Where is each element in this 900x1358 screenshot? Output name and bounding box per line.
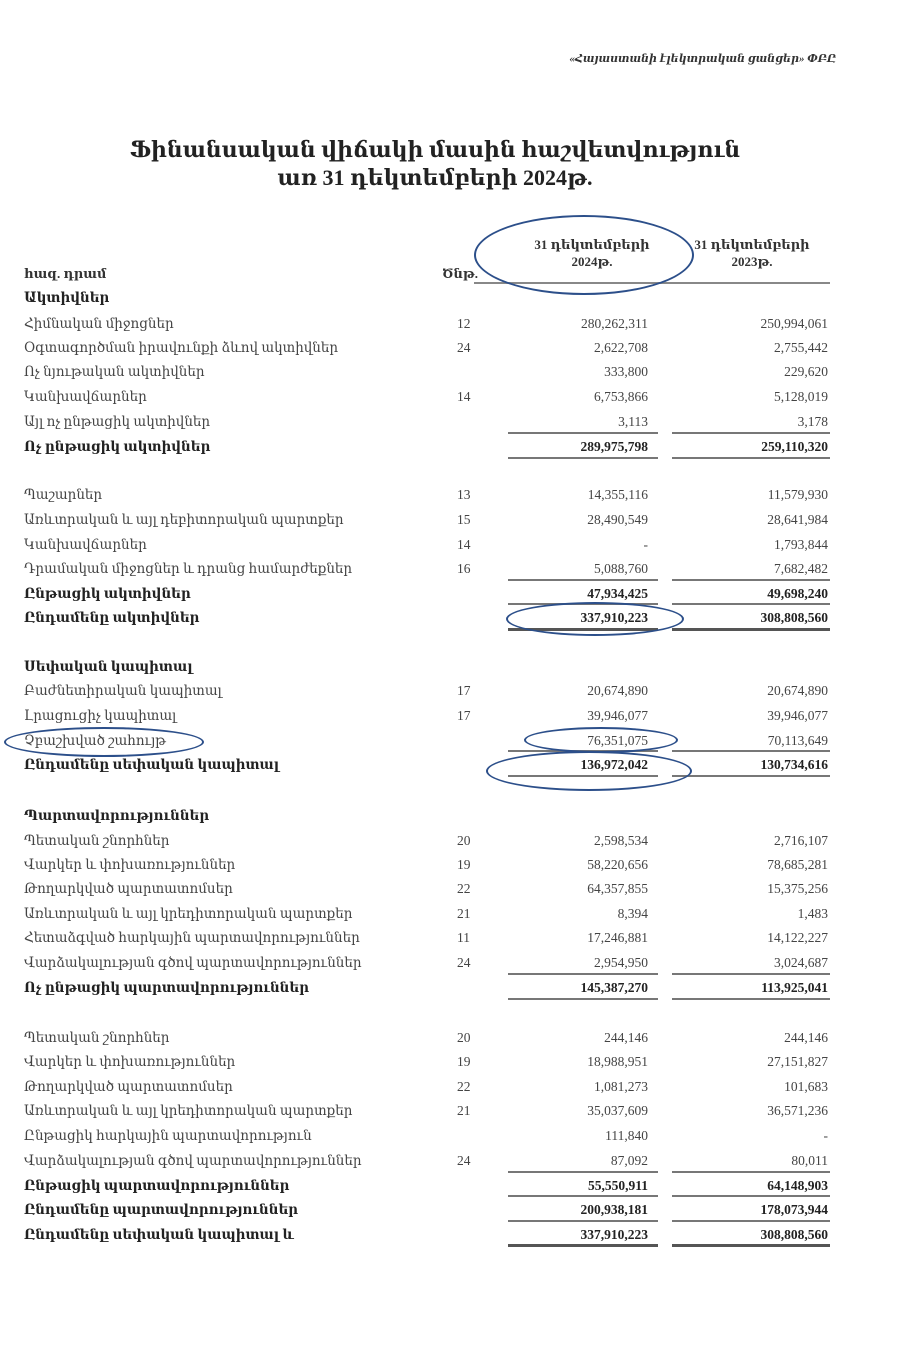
table-row: [24, 508, 834, 532]
value-2023: 113,925,041: [761, 980, 828, 995]
row-label: Հիմնական միջոցներ: [24, 316, 174, 331]
value-2023: 2,716,107: [774, 833, 828, 848]
total-row: [24, 1198, 834, 1222]
row-note-ref: 12: [457, 316, 471, 331]
value-2024: 87,092: [610, 1153, 648, 1168]
value-2024: 2,954,950: [594, 955, 648, 970]
title-line-2: առ 31 դեկտեմբերի 2024թ.: [277, 165, 593, 190]
total-underline: [508, 1171, 658, 1173]
row-label: Ընթացիկ հարկային պարտավորություն: [24, 1128, 312, 1143]
header-divider: [474, 282, 830, 284]
total-underline: [508, 432, 658, 434]
value-2024: 64,357,855: [587, 881, 648, 896]
row-label: Վարձակալության գծով պարտավորություններ: [24, 1153, 362, 1168]
value-2024: 6,753,866: [594, 389, 648, 404]
total-underline: [508, 998, 658, 1000]
value-2024: 200,938,181: [580, 1202, 648, 1217]
row-note-ref: 11: [457, 930, 470, 945]
value-2023: 80,011: [791, 1153, 828, 1168]
value-2024: 333,800: [604, 364, 648, 379]
total-underline: [508, 1195, 658, 1197]
value-2024: 5,088,760: [594, 561, 648, 576]
value-2023: 308,808,560: [760, 1227, 828, 1242]
table-row: [24, 951, 834, 975]
row-label: Ընդամենը սեփական կապիտալ և: [24, 1227, 294, 1242]
table-row: [24, 360, 834, 384]
value-2023: 229,620: [784, 364, 828, 379]
total-underline: [672, 432, 830, 434]
value-2023: 130,734,616: [760, 757, 828, 772]
value-2023: 64,148,903: [767, 1178, 828, 1193]
value-2023: 7,682,482: [774, 561, 828, 576]
column-header-2024: 31 դեկտեմբերի 2024թ.: [534, 237, 650, 269]
value-2024: 145,387,270: [580, 980, 648, 995]
row-label: Վարկեր և փոխառություններ: [24, 1054, 236, 1069]
table-row: [24, 385, 834, 409]
row-note-ref: 17: [457, 708, 471, 723]
table-row: [24, 704, 834, 728]
total-underline: [508, 973, 658, 975]
table-row: [24, 533, 834, 557]
table-row: [24, 877, 834, 901]
row-label: Թողարկված պարտատոմսեր: [24, 881, 233, 896]
row-label: Թողարկված պարտատոմսեր: [24, 1079, 233, 1094]
value-2024: 55,550,911: [587, 1178, 648, 1193]
value-2024: -: [643, 537, 648, 552]
row-label: Կանխավճարներ: [24, 389, 147, 404]
table-row: [24, 853, 834, 877]
value-2024: 337,910,223: [580, 1227, 648, 1242]
total-underline: [508, 1244, 658, 1247]
value-2024: 47,934,425: [587, 586, 648, 601]
total-underline: [508, 750, 658, 752]
value-2024: 2,622,708: [594, 340, 648, 355]
value-2023: 5,128,019: [774, 389, 828, 404]
section-heading: [24, 804, 834, 828]
row-note-ref: 24: [457, 955, 471, 970]
value-2024: 111,840: [605, 1128, 648, 1143]
row-label: Ընթացիկ պարտավորություններ: [24, 1178, 290, 1193]
row-label: Ոչ ընթացիկ ակտիվներ: [24, 439, 211, 454]
row-label: Առևտրական և այլ կրեդիտորական պարտքեր: [24, 1103, 353, 1118]
total-underline: [508, 1220, 658, 1222]
row-label: Պետական շնորհներ: [24, 833, 170, 848]
row-label: Առևտրական և այլ կրեդիտորական պարտքեր: [24, 906, 353, 921]
value-2024: 136,972,042: [580, 757, 648, 772]
table-row: [24, 557, 834, 581]
value-2023: 27,151,827: [767, 1054, 828, 1069]
row-label: Ոչ նյութական ակտիվներ: [24, 364, 205, 379]
value-2023: 36,571,236: [767, 1103, 828, 1118]
value-2023: 1,793,844: [774, 537, 828, 552]
row-note-ref: 24: [457, 340, 471, 355]
value-2023: 78,685,281: [767, 857, 828, 872]
value-2023: 14,122,227: [767, 930, 828, 945]
row-note-ref: 24: [457, 1153, 471, 1168]
table-row: [24, 1124, 834, 1148]
column-header-2023: 31 դեկտեմբերի 2023թ.: [694, 237, 810, 269]
value-2023: 15,375,256: [767, 881, 828, 896]
row-note-ref: 20: [457, 1030, 471, 1045]
value-2023: 39,946,077: [767, 708, 828, 723]
currency-unit-label: հազ. դրամ: [24, 266, 107, 281]
value-2024: 3,113: [618, 414, 648, 429]
total-underline: [508, 628, 658, 631]
table-row: [24, 1050, 834, 1074]
section-heading: [24, 286, 834, 310]
total-row: [24, 606, 834, 630]
table-row: [24, 1026, 834, 1050]
row-label: Վարկեր և փոխառություններ: [24, 857, 236, 872]
table-row: [24, 336, 834, 360]
title-line-1: Ֆինանսական վիճակի մասին հաշվետվություն: [129, 137, 741, 162]
row-note-ref: 22: [457, 881, 471, 896]
value-2024: 39,946,077: [587, 708, 648, 723]
value-2023: 101,683: [784, 1079, 828, 1094]
row-note-ref: 14: [457, 537, 471, 552]
table-row: [24, 1099, 834, 1123]
value-2023: 308,808,560: [760, 610, 828, 625]
value-2023: 3,178: [797, 414, 828, 429]
value-2023: 244,146: [784, 1030, 828, 1045]
table-row: [24, 1075, 834, 1099]
total-underline: [672, 775, 830, 777]
total-underline: [672, 457, 830, 459]
table-row: [24, 679, 834, 703]
row-label: Ընդամենը պարտավորություններ: [24, 1202, 299, 1217]
company-header-note: «Հայաստանի էլեկտրական ցանցեր» ՓԲԸ: [569, 53, 836, 65]
row-label: Ոչ ընթացիկ պարտավորություններ: [24, 980, 309, 995]
total-underline: [508, 457, 658, 459]
value-2024: 244,146: [604, 1030, 648, 1045]
value-2024: 280,262,311: [581, 316, 648, 331]
row-label: Ակտիվներ: [24, 290, 110, 305]
value-2023: 250,994,061: [760, 316, 828, 331]
row-note-ref: 19: [457, 1054, 471, 1069]
value-2023: 70,113,649: [767, 733, 828, 748]
table-row: [24, 902, 834, 926]
total-row: [24, 976, 834, 1000]
row-note-ref: 16: [457, 561, 471, 576]
value-2024: 337,910,223: [580, 610, 648, 625]
total-row: [24, 435, 834, 459]
value-2023: 28,641,984: [767, 512, 828, 527]
total-underline: [672, 973, 830, 975]
value-2023: 3,024,687: [774, 955, 828, 970]
row-label: Ընթացիկ ակտիվներ: [24, 586, 191, 601]
table-row: [24, 1149, 834, 1173]
value-2024: 18,988,951: [587, 1054, 648, 1069]
value-2024: 58,220,656: [587, 857, 648, 872]
total-underline: [672, 1171, 830, 1173]
row-label: Պաշարներ: [24, 487, 103, 502]
row-label: Լրացուցիչ կապիտալ: [24, 708, 177, 723]
total-underline: [672, 1244, 830, 1247]
row-label: Սեփական կապիտալ: [24, 659, 193, 674]
value-2024: 14,355,116: [587, 487, 648, 502]
row-label: Պարտավորություններ: [24, 808, 210, 823]
value-2024: 76,351,075: [587, 733, 648, 748]
value-2023: 1,483: [797, 906, 828, 921]
row-note-ref: 21: [457, 906, 471, 921]
value-2024: 17,246,881: [587, 930, 648, 945]
value-2023: -: [823, 1128, 828, 1143]
total-row: [24, 753, 834, 777]
row-note-ref: 14: [457, 389, 471, 404]
value-2023: 259,110,320: [761, 439, 828, 454]
value-2023: 20,674,890: [767, 683, 828, 698]
total-underline: [672, 579, 830, 581]
row-label: Այլ ոչ ընթացիկ ակտիվներ: [24, 414, 211, 429]
total-underline: [508, 775, 658, 777]
row-label: Ընդամենը սեփական կապիտալ: [24, 757, 280, 772]
table-row: [24, 829, 834, 853]
row-note-ref: 21: [457, 1103, 471, 1118]
value-2024: 35,037,609: [587, 1103, 648, 1118]
section-heading: [24, 655, 834, 679]
value-2024: 2,598,534: [594, 833, 648, 848]
total-underline: [672, 1220, 830, 1222]
row-label: Ընդամենը ակտիվներ: [24, 610, 200, 625]
table-row: [24, 483, 834, 507]
row-label: Հետաձգված հարկային պարտավորություններ: [24, 930, 360, 945]
total-underline: [672, 750, 830, 752]
row-note-ref: 22: [457, 1079, 471, 1094]
row-label: Պետական շնորհներ: [24, 1030, 170, 1045]
row-label: Բաժնետիրական կապիտալ: [24, 683, 222, 698]
total-underline: [508, 579, 658, 581]
value-2023: 2,755,442: [774, 340, 828, 355]
row-note-ref: 20: [457, 833, 471, 848]
row-label: Առևտրական և այլ դեբիտորական պարտքեր: [24, 512, 344, 527]
value-2024: 20,674,890: [587, 683, 648, 698]
row-label: Դրամական միջոցներ և դրանց համարժեքներ: [24, 561, 353, 576]
total-underline: [672, 998, 830, 1000]
table-row: [24, 926, 834, 950]
table-row: [24, 312, 834, 336]
row-label: Կանխավճարներ: [24, 537, 147, 552]
row-note-ref: 15: [457, 512, 471, 527]
value-2024: 1,081,273: [594, 1079, 648, 1094]
row-note-ref: 19: [457, 857, 471, 872]
row-note-ref: 13: [457, 487, 471, 502]
value-2023: 49,698,240: [767, 586, 828, 601]
value-2023: 178,073,944: [760, 1202, 828, 1217]
value-2024: 28,490,549: [587, 512, 648, 527]
note-column-header: Ծնթ.: [442, 266, 478, 281]
total-underline: [672, 603, 830, 605]
table-row: [24, 410, 834, 434]
value-2024: 289,975,798: [580, 439, 648, 454]
total-underline: [508, 603, 658, 605]
value-2024: 8,394: [617, 906, 648, 921]
row-note-ref: 17: [457, 683, 471, 698]
total-underline: [672, 628, 830, 631]
row-label: Օգտագործման իրավունքի ձևով ակտիվներ: [24, 340, 339, 355]
statement-title: [0, 136, 870, 192]
value-2023: 11,579,930: [767, 487, 828, 502]
row-label: Վարձակալության գծով պարտավորություններ: [24, 955, 362, 970]
row-label: Չբաշխված շահույթ: [24, 733, 166, 748]
total-underline: [672, 1195, 830, 1197]
